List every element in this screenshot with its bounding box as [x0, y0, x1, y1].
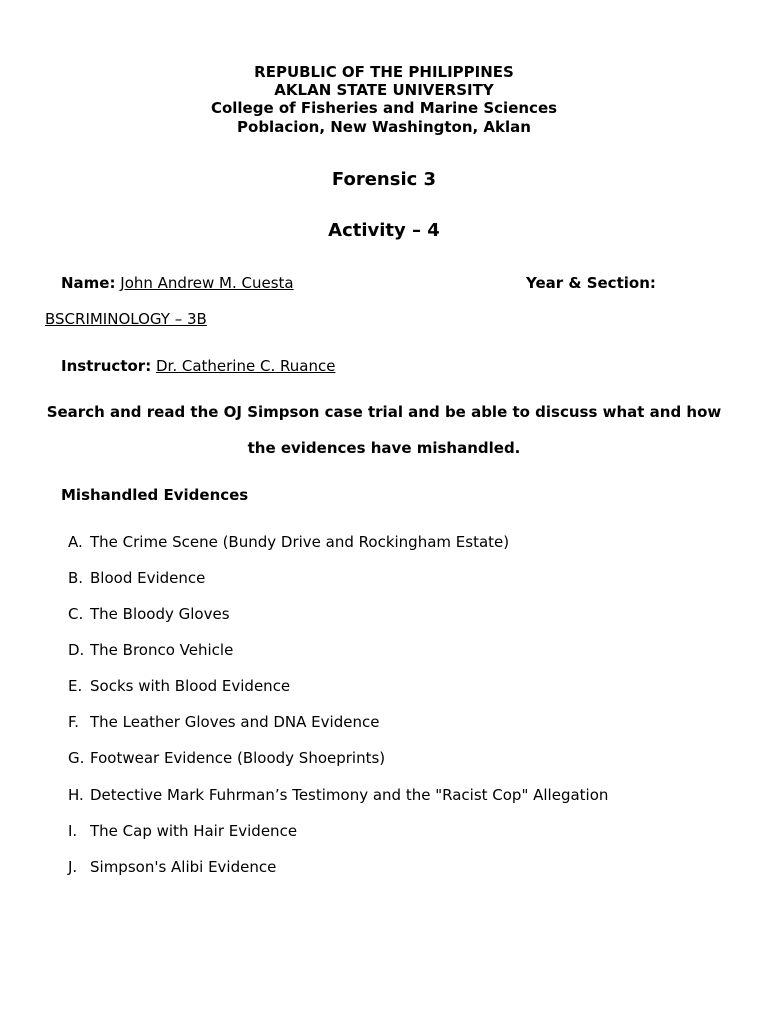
list-marker: A. — [68, 533, 83, 551]
list-item — [68, 786, 608, 804]
instructor-label: Instructor: — [61, 357, 152, 375]
list-marker: D. — [68, 641, 85, 659]
list-marker: F. — [68, 713, 79, 731]
list-item — [68, 749, 385, 767]
list-item — [68, 713, 379, 731]
header-university: AKLAN STATE UNIVERSITY — [274, 81, 494, 99]
list-item-text: Detective Mark Fuhrman’s Testimony and the "Racist Cop" Allegation — [90, 786, 609, 804]
year-section-value: BSCRIMINOLOGY – 3B — [45, 310, 207, 328]
name-value: John Andrew M. Cuesta — [120, 274, 294, 292]
prompt-line-2: the evidences have mishandled. — [247, 439, 521, 457]
name-field — [61, 274, 294, 292]
list-item — [68, 858, 276, 876]
header-address: Poblacion, New Washington, Aklan — [237, 118, 531, 136]
name-label: Name: — [61, 274, 116, 292]
list-item-text: The Leather Gloves and DNA Evidence — [90, 713, 380, 731]
header-college: College of Fisheries and Marine Sciences — [210, 99, 558, 117]
list-item-text: The Cap with Hair Evidence — [90, 822, 298, 840]
list-item-text: Footwear Evidence (Bloody Shoeprints) — [90, 749, 386, 767]
list-marker: B. — [68, 569, 84, 587]
section-heading: Mishandled Evidences — [61, 486, 249, 504]
list-item — [68, 677, 290, 695]
list-marker: J. — [68, 858, 78, 876]
list-item-text: Socks with Blood Evidence — [90, 677, 291, 695]
list-item-text: Simpson's Alibi Evidence — [90, 858, 277, 876]
instructor-field — [61, 357, 335, 375]
header-republic: REPUBLIC OF THE PHILIPPINES — [254, 63, 514, 81]
list-item — [68, 605, 230, 623]
list-item-text: The Bronco Vehicle — [90, 641, 234, 659]
list-item-text: The Bloody Gloves — [90, 605, 230, 623]
course-title: Forensic 3 — [331, 169, 437, 190]
year-section-label: Year & Section: — [526, 274, 656, 292]
list-item — [68, 569, 205, 587]
list-marker: E. — [68, 677, 83, 695]
instructor-value: Dr. Catherine C. Ruance — [155, 357, 336, 375]
prompt-line-1: Search and read the OJ Simpson case trial and be able to discuss what and how — [46, 403, 722, 421]
list-item — [68, 533, 509, 551]
list-marker: H. — [68, 786, 84, 804]
list-item — [68, 641, 233, 659]
list-item — [68, 822, 297, 840]
list-item-text: Blood Evidence — [90, 569, 206, 587]
list-marker: G. — [68, 749, 85, 767]
list-marker: C. — [68, 605, 84, 623]
list-marker: I. — [68, 822, 78, 840]
activity-title: Activity – 4 — [328, 220, 440, 241]
list-item-text: The Crime Scene (Bundy Drive and Rockingham Estate) — [90, 533, 510, 551]
